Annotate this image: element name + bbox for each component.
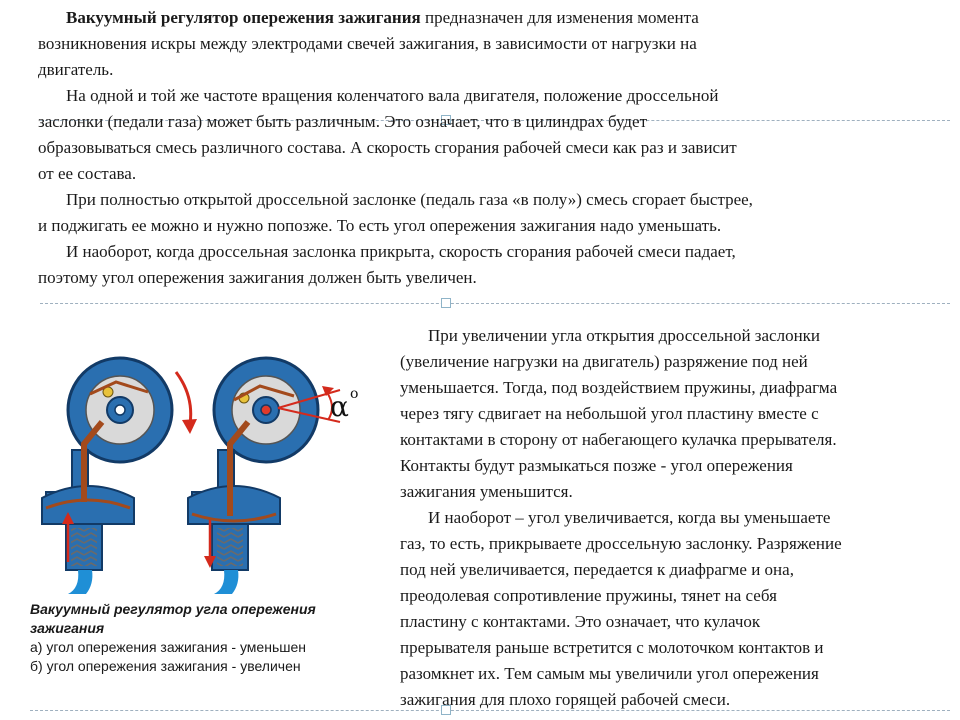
caption-title-line-2: зажигания xyxy=(30,620,105,636)
vacuum-hose-b xyxy=(214,570,238,594)
para6-line-6: прерывателя раньше встретится с молоточком контактов и xyxy=(400,638,824,657)
text-block-right xyxy=(400,323,842,713)
figure-caption xyxy=(30,600,316,676)
para6-line-2: газ, то есть, прикрываете дроссельную заслонку. Разряжение xyxy=(400,534,842,553)
para6-line-7: разомкнет их. Тем самым мы увеличили угол опережения xyxy=(400,664,819,683)
cam-center-a xyxy=(115,405,125,415)
intro-line-3: двигатель. xyxy=(38,60,114,79)
para2-line-1: На одной и той же частоте вращения коленчатого вала двигателя, положение дроссельной xyxy=(66,86,719,105)
caption-item-a: а) угол опережения зажигания - уменьшен xyxy=(30,639,306,655)
para6-line-8: зажигания для плохо горящей рабочей смеси. xyxy=(400,690,731,709)
regulator-unit-a xyxy=(42,358,172,594)
para5-line-6: Контакты будут размыкаться позже - угол опережения xyxy=(400,456,793,475)
intro-line-2: возникновения искры между электродами свечей зажигания, в зависимости от нагрузки на xyxy=(38,34,697,53)
para5-line-2: (увеличение нагрузки на двигатель) разряжение под ней xyxy=(400,352,808,371)
caption-title-line-1: Вакуумный регулятор угла опережения xyxy=(30,601,316,617)
para4-line-2: поэтому угол опережения зажигания должен быть увеличен. xyxy=(38,268,477,287)
para5-line-1: При увеличении угла открытия дроссельной заслонки xyxy=(428,326,821,345)
intro-line-1 xyxy=(38,5,753,31)
rotation-arrow xyxy=(176,372,191,424)
spring-a xyxy=(71,528,97,566)
para5-line-4: через тягу сдвигает на небольшой угол пластину вместе с xyxy=(400,404,819,423)
cam-center-b xyxy=(261,405,271,415)
bullet-marker-middle xyxy=(441,298,451,308)
intro-term: Вакуумный регулятор опережения зажигания xyxy=(66,8,421,27)
para6-line-4: преодолевая сопротивление пружины, тянет на себя xyxy=(400,586,777,605)
para2-line-4: от ее состава. xyxy=(38,164,137,183)
para2-line-2: заслонки (педали газа) может быть различным. Это означает, что в цилиндрах будет xyxy=(38,112,647,131)
para5-line-3: уменьшается. Тогда, под воздействием пружины, диафрагма xyxy=(400,378,838,397)
vacuum-hose-a xyxy=(68,570,92,594)
angle-label: α xyxy=(330,390,349,423)
caption-item-b: б) угол опережения зажигания - увеличен xyxy=(30,658,301,674)
para4-line-1: И наоборот, когда дроссельная заслонка прикрыта, скорость сгорания рабочей смеси падает, xyxy=(66,242,736,261)
para6-line-5: пластину с контактами. Это означает, что кулачок xyxy=(400,612,761,631)
vacuum-regulator-illustration xyxy=(28,352,368,597)
spring-b xyxy=(217,528,243,566)
para2-line-3: образовываться смесь различного состава. А скорость сгорания рабочей смеси как раз и зависит xyxy=(38,138,737,157)
para6-line-3: под ней увеличивается, передается к диафрагме и она, xyxy=(400,560,794,579)
para5-line-5: контактами в сторону от набегающего кулачка прерывателя. xyxy=(400,430,837,449)
divider-middle xyxy=(40,303,950,304)
intro-line-1-rest: предназначен для изменения момента xyxy=(420,8,699,27)
para6-line-1: И наоборот – угол увеличивается, когда вы уменьшаете xyxy=(428,508,831,527)
rotation-arrowhead xyxy=(182,419,197,434)
text-block-top xyxy=(38,5,753,291)
para3-line-1: При полностью открытой дроссельной заслонке (педаль газа «в полу») смесь сгорает быстрее, xyxy=(66,190,753,209)
para5-line-7: зажигания уменьшится. xyxy=(400,482,573,501)
para3-line-2: и поджигать ее можно и нужно попозже. То есть угол опережения зажигания надо уменьшать. xyxy=(38,216,722,235)
regulator-unit-b xyxy=(188,358,318,594)
angle-degree: o xyxy=(350,386,359,402)
